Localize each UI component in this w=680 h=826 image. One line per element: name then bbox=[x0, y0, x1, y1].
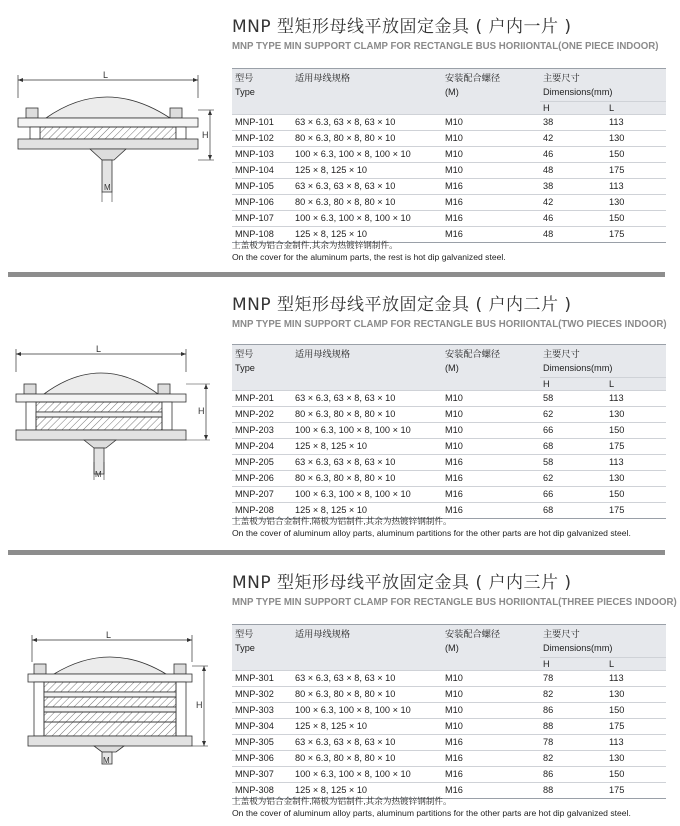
section-two-pieces bbox=[0, 278, 680, 550]
cell-h: 88 bbox=[540, 783, 606, 799]
cell-l: 175 bbox=[606, 163, 666, 179]
cell-bus-spec: 125 × 8, 125 × 10 bbox=[292, 163, 442, 179]
table-row bbox=[232, 767, 666, 783]
length-label: L bbox=[103, 70, 109, 80]
cell-h: 82 bbox=[540, 751, 606, 767]
table-row bbox=[232, 163, 666, 179]
cell-model: MNP-101 bbox=[232, 115, 292, 131]
cell-bolt: M10 bbox=[442, 407, 540, 423]
cell-bolt: M16 bbox=[442, 751, 540, 767]
table-row bbox=[232, 735, 666, 751]
cell-l: 130 bbox=[606, 407, 666, 423]
cell-bus-spec: 100 × 6.3, 100 × 8, 100 × 10 bbox=[292, 147, 442, 163]
cell-l: 175 bbox=[606, 783, 666, 799]
cell-l: 130 bbox=[606, 687, 666, 703]
bolt-label: M bbox=[103, 756, 110, 765]
col-bus-cn: 适用母线规格 bbox=[295, 349, 351, 359]
cell-model: MNP-204 bbox=[232, 439, 292, 455]
table-row bbox=[232, 471, 666, 487]
cell-model: MNP-308 bbox=[232, 783, 292, 799]
cell-l: 113 bbox=[606, 391, 666, 407]
length-label: L bbox=[96, 344, 102, 354]
cell-bolt: M16 bbox=[442, 227, 540, 243]
cell-l: 175 bbox=[606, 503, 666, 519]
section-divider bbox=[8, 550, 665, 555]
cell-h: 66 bbox=[540, 423, 606, 439]
cell-h: 86 bbox=[540, 703, 606, 719]
table-row bbox=[232, 671, 666, 687]
cell-bolt: M10 bbox=[442, 703, 540, 719]
cell-l: 113 bbox=[606, 115, 666, 131]
cell-bolt: M10 bbox=[442, 719, 540, 735]
cell-l: 130 bbox=[606, 131, 666, 147]
cell-bolt: M16 bbox=[442, 783, 540, 799]
cell-bus-spec: 125 × 8, 125 × 10 bbox=[292, 783, 442, 799]
cell-bus-spec: 125 × 8, 125 × 10 bbox=[292, 439, 442, 455]
col-dims-cn: 主要尺寸 bbox=[543, 629, 580, 639]
col-model-en: Type bbox=[235, 363, 255, 373]
section-title-cn: MNP 型矩形母线平放固定金具 ( 户内三片 ) bbox=[232, 573, 572, 593]
table-row bbox=[232, 195, 666, 211]
cell-l: 113 bbox=[606, 179, 666, 195]
cell-l: 175 bbox=[606, 227, 666, 243]
col-dims-en: Dimensions(mm) bbox=[543, 643, 613, 653]
cell-bus-spec: 100 × 6.3, 100 × 8, 100 × 10 bbox=[292, 423, 442, 439]
col-bus-cn: 适用母线规格 bbox=[295, 629, 351, 639]
cell-model: MNP-304 bbox=[232, 719, 292, 735]
cell-model: MNP-104 bbox=[232, 163, 292, 179]
cell-h: 68 bbox=[540, 503, 606, 519]
table-row bbox=[232, 115, 666, 131]
cell-bolt: M16 bbox=[442, 767, 540, 783]
cell-model: MNP-307 bbox=[232, 767, 292, 783]
cell-bus-spec: 100 × 6.3, 100 × 8, 100 × 10 bbox=[292, 211, 442, 227]
table-row bbox=[232, 455, 666, 471]
cell-h: 82 bbox=[540, 687, 606, 703]
cell-bolt: M10 bbox=[442, 147, 540, 163]
bolt-label: M bbox=[104, 183, 111, 192]
cell-l: 150 bbox=[606, 423, 666, 439]
cell-h: 58 bbox=[540, 391, 606, 407]
cell-bolt: M16 bbox=[442, 195, 540, 211]
section-title-en: MNP TYPE MIN SUPPORT CLAMP FOR RECTANGLE BUS HORIIONTAL(THREE PIECES INDOOR) bbox=[232, 596, 677, 608]
col-h: H bbox=[540, 378, 606, 391]
cell-bolt: M16 bbox=[442, 211, 540, 227]
col-bolt-unit: (M) bbox=[445, 643, 459, 653]
col-bolt-unit: (M) bbox=[445, 87, 459, 97]
height-label: H bbox=[198, 406, 205, 416]
cell-h: 38 bbox=[540, 115, 606, 131]
cell-model: MNP-107 bbox=[232, 211, 292, 227]
col-dims-en: Dimensions(mm) bbox=[543, 87, 613, 97]
cell-h: 88 bbox=[540, 719, 606, 735]
cell-bus-spec: 63 × 6.3, 63 × 8, 63 × 10 bbox=[292, 115, 442, 131]
spec-table-two-pieces bbox=[232, 344, 666, 519]
cell-bolt: M10 bbox=[442, 687, 540, 703]
col-bolt-cn: 安装配合螺径 bbox=[445, 349, 501, 359]
table-row bbox=[232, 439, 666, 455]
bolt-label: M bbox=[95, 470, 102, 479]
cell-l: 130 bbox=[606, 471, 666, 487]
col-model-cn: 型号 bbox=[235, 349, 254, 359]
cell-bus-spec: 63 × 6.3, 63 × 8, 63 × 10 bbox=[292, 455, 442, 471]
table-row bbox=[232, 751, 666, 767]
col-model-en: Type bbox=[235, 87, 255, 97]
cell-bolt: M10 bbox=[442, 131, 540, 147]
table-row bbox=[232, 179, 666, 195]
cell-l: 150 bbox=[606, 487, 666, 503]
cell-bolt: M10 bbox=[442, 391, 540, 407]
cell-model: MNP-106 bbox=[232, 195, 292, 211]
cell-l: 150 bbox=[606, 211, 666, 227]
cell-h: 42 bbox=[540, 195, 606, 211]
cell-h: 66 bbox=[540, 487, 606, 503]
height-label: H bbox=[202, 130, 209, 140]
col-dims-en: Dimensions(mm) bbox=[543, 363, 613, 373]
cell-h: 46 bbox=[540, 147, 606, 163]
table-row bbox=[232, 719, 666, 735]
cell-bus-spec: 100 × 6.3, 100 × 8, 100 × 10 bbox=[292, 703, 442, 719]
cell-h: 42 bbox=[540, 131, 606, 147]
cell-model: MNP-102 bbox=[232, 131, 292, 147]
cell-model: MNP-206 bbox=[232, 471, 292, 487]
note-en: On the cover of aluminum alloy parts, aluminum partitions for the other parts are hot dip galvanized steel. bbox=[232, 808, 631, 818]
cell-bus-spec: 80 × 6.3, 80 × 8, 80 × 10 bbox=[292, 195, 442, 211]
col-h: H bbox=[540, 102, 606, 115]
cell-model: MNP-207 bbox=[232, 487, 292, 503]
cell-bolt: M10 bbox=[442, 115, 540, 131]
cell-bolt: M10 bbox=[442, 163, 540, 179]
cell-model: MNP-103 bbox=[232, 147, 292, 163]
cell-h: 86 bbox=[540, 767, 606, 783]
cell-bus-spec: 80 × 6.3, 80 × 8, 80 × 10 bbox=[292, 131, 442, 147]
cell-bolt: M16 bbox=[442, 179, 540, 195]
col-bolt-unit: (M) bbox=[445, 363, 459, 373]
cell-l: 175 bbox=[606, 719, 666, 735]
cell-h: 48 bbox=[540, 163, 606, 179]
cell-model: MNP-201 bbox=[232, 391, 292, 407]
cell-bolt: M16 bbox=[442, 487, 540, 503]
spec-table-three-pieces bbox=[232, 624, 666, 799]
cell-bus-spec: 63 × 6.3, 63 × 8, 63 × 10 bbox=[292, 391, 442, 407]
col-l: L bbox=[606, 102, 666, 115]
cell-bus-spec: 80 × 6.3, 80 × 8, 80 × 10 bbox=[292, 751, 442, 767]
table-body bbox=[232, 391, 666, 519]
cell-bolt: M10 bbox=[442, 671, 540, 687]
table-row bbox=[232, 687, 666, 703]
table-row bbox=[232, 703, 666, 719]
cell-model: MNP-208 bbox=[232, 503, 292, 519]
cell-h: 46 bbox=[540, 211, 606, 227]
table-row bbox=[232, 391, 666, 407]
cell-model: MNP-306 bbox=[232, 751, 292, 767]
note-cn: 上盖板为铝合金制件,隔板为铝制件,其余为热镀锌钢制件。 bbox=[232, 516, 452, 526]
cell-bus-spec: 100 × 6.3, 100 × 8, 100 × 10 bbox=[292, 767, 442, 783]
cell-bus-spec: 80 × 6.3, 80 × 8, 80 × 10 bbox=[292, 407, 442, 423]
cell-model: MNP-301 bbox=[232, 671, 292, 687]
table-row bbox=[232, 407, 666, 423]
table-body bbox=[232, 115, 666, 243]
cell-l: 150 bbox=[606, 767, 666, 783]
note-en: On the cover of aluminum alloy parts, aluminum partitions for the other parts are hot dip galvanized steel. bbox=[232, 528, 631, 538]
cell-h: 58 bbox=[540, 455, 606, 471]
section-three-pieces bbox=[0, 556, 680, 826]
cell-bus-spec: 63 × 6.3, 63 × 8, 63 × 10 bbox=[292, 179, 442, 195]
col-model-cn: 型号 bbox=[235, 73, 254, 83]
table-row bbox=[232, 147, 666, 163]
height-label: H bbox=[196, 700, 203, 710]
cell-h: 78 bbox=[540, 671, 606, 687]
cell-h: 62 bbox=[540, 471, 606, 487]
section-divider bbox=[8, 272, 665, 277]
col-model-en: Type bbox=[235, 643, 255, 653]
section-title-en: MNP TYPE MIN SUPPORT CLAMP FOR RECTANGLE BUS HORIIONTAL(ONE PIECE INDOOR) bbox=[232, 40, 659, 52]
cell-l: 113 bbox=[606, 735, 666, 751]
clamp-drawing-one-piece bbox=[6, 68, 230, 208]
cell-l: 150 bbox=[606, 703, 666, 719]
table-row bbox=[232, 487, 666, 503]
note-cn: 上盖板为铝合金制件,隔板为铝制件,其余为热镀锌钢制件。 bbox=[232, 796, 452, 806]
cell-model: MNP-108 bbox=[232, 227, 292, 243]
cell-model: MNP-205 bbox=[232, 455, 292, 471]
cell-h: 78 bbox=[540, 735, 606, 751]
col-dims-cn: 主要尺寸 bbox=[543, 349, 580, 359]
cell-l: 130 bbox=[606, 195, 666, 211]
col-h: H bbox=[540, 658, 606, 671]
section-title-en: MNP TYPE MIN SUPPORT CLAMP FOR RECTANGLE BUS HORIIONTAL(TWO PIECES INDOOR) bbox=[232, 318, 667, 330]
clamp-drawing-two-pieces bbox=[6, 344, 230, 484]
col-dims-cn: 主要尺寸 bbox=[543, 73, 580, 83]
col-l: L bbox=[606, 378, 666, 391]
cell-h: 48 bbox=[540, 227, 606, 243]
cell-l: 150 bbox=[606, 147, 666, 163]
col-l: L bbox=[606, 658, 666, 671]
length-label: L bbox=[106, 630, 112, 640]
cell-bus-spec: 63 × 6.3, 63 × 8, 63 × 10 bbox=[292, 735, 442, 751]
table-body bbox=[232, 671, 666, 799]
cell-l: 113 bbox=[606, 455, 666, 471]
note-cn: 上盖板为铝合金制件,其余为热镀锌钢制件。 bbox=[232, 240, 398, 250]
cell-h: 68 bbox=[540, 439, 606, 455]
col-bolt-cn: 安装配合螺径 bbox=[445, 629, 501, 639]
cell-bus-spec: 125 × 8, 125 × 10 bbox=[292, 719, 442, 735]
table-row bbox=[232, 211, 666, 227]
section-title-cn: MNP 型矩形母线平放固定金具 ( 户内一片 ) bbox=[232, 17, 572, 37]
cell-bolt: M16 bbox=[442, 735, 540, 751]
cell-bus-spec: 80 × 6.3, 80 × 8, 80 × 10 bbox=[292, 687, 442, 703]
cell-model: MNP-305 bbox=[232, 735, 292, 751]
cell-model: MNP-202 bbox=[232, 407, 292, 423]
section-one-piece bbox=[0, 0, 680, 272]
cell-model: MNP-203 bbox=[232, 423, 292, 439]
spec-table-one-piece bbox=[232, 68, 666, 243]
note-en: On the cover for the aluminum parts, the rest is hot dip galvanized steel. bbox=[232, 252, 506, 262]
cell-h: 38 bbox=[540, 179, 606, 195]
col-model-cn: 型号 bbox=[235, 629, 254, 639]
table-row bbox=[232, 131, 666, 147]
cell-bolt: M10 bbox=[442, 439, 540, 455]
cell-bus-spec: 125 × 8, 125 × 10 bbox=[292, 503, 442, 519]
cell-l: 113 bbox=[606, 671, 666, 687]
clamp-drawing-three-pieces bbox=[6, 626, 230, 766]
cell-bus-spec: 100 × 6.3, 100 × 8, 100 × 10 bbox=[292, 487, 442, 503]
section-title-cn: MNP 型矩形母线平放固定金具 ( 户内二片 ) bbox=[232, 295, 572, 315]
cell-model: MNP-303 bbox=[232, 703, 292, 719]
cell-model: MNP-105 bbox=[232, 179, 292, 195]
col-bolt-cn: 安装配合螺径 bbox=[445, 73, 501, 83]
cell-l: 130 bbox=[606, 751, 666, 767]
cell-bus-spec: 63 × 6.3, 63 × 8, 63 × 10 bbox=[292, 671, 442, 687]
cell-bus-spec: 80 × 6.3, 80 × 8, 80 × 10 bbox=[292, 471, 442, 487]
cell-bolt: M10 bbox=[442, 423, 540, 439]
cell-h: 62 bbox=[540, 407, 606, 423]
cell-l: 175 bbox=[606, 439, 666, 455]
cell-model: MNP-302 bbox=[232, 687, 292, 703]
col-bus-cn: 适用母线规格 bbox=[295, 73, 351, 83]
cell-bolt: M16 bbox=[442, 455, 540, 471]
cell-bolt: M16 bbox=[442, 471, 540, 487]
table-row bbox=[232, 423, 666, 439]
cell-bolt: M16 bbox=[442, 503, 540, 519]
cell-bus-spec: 125 × 8, 125 × 10 bbox=[292, 227, 442, 243]
